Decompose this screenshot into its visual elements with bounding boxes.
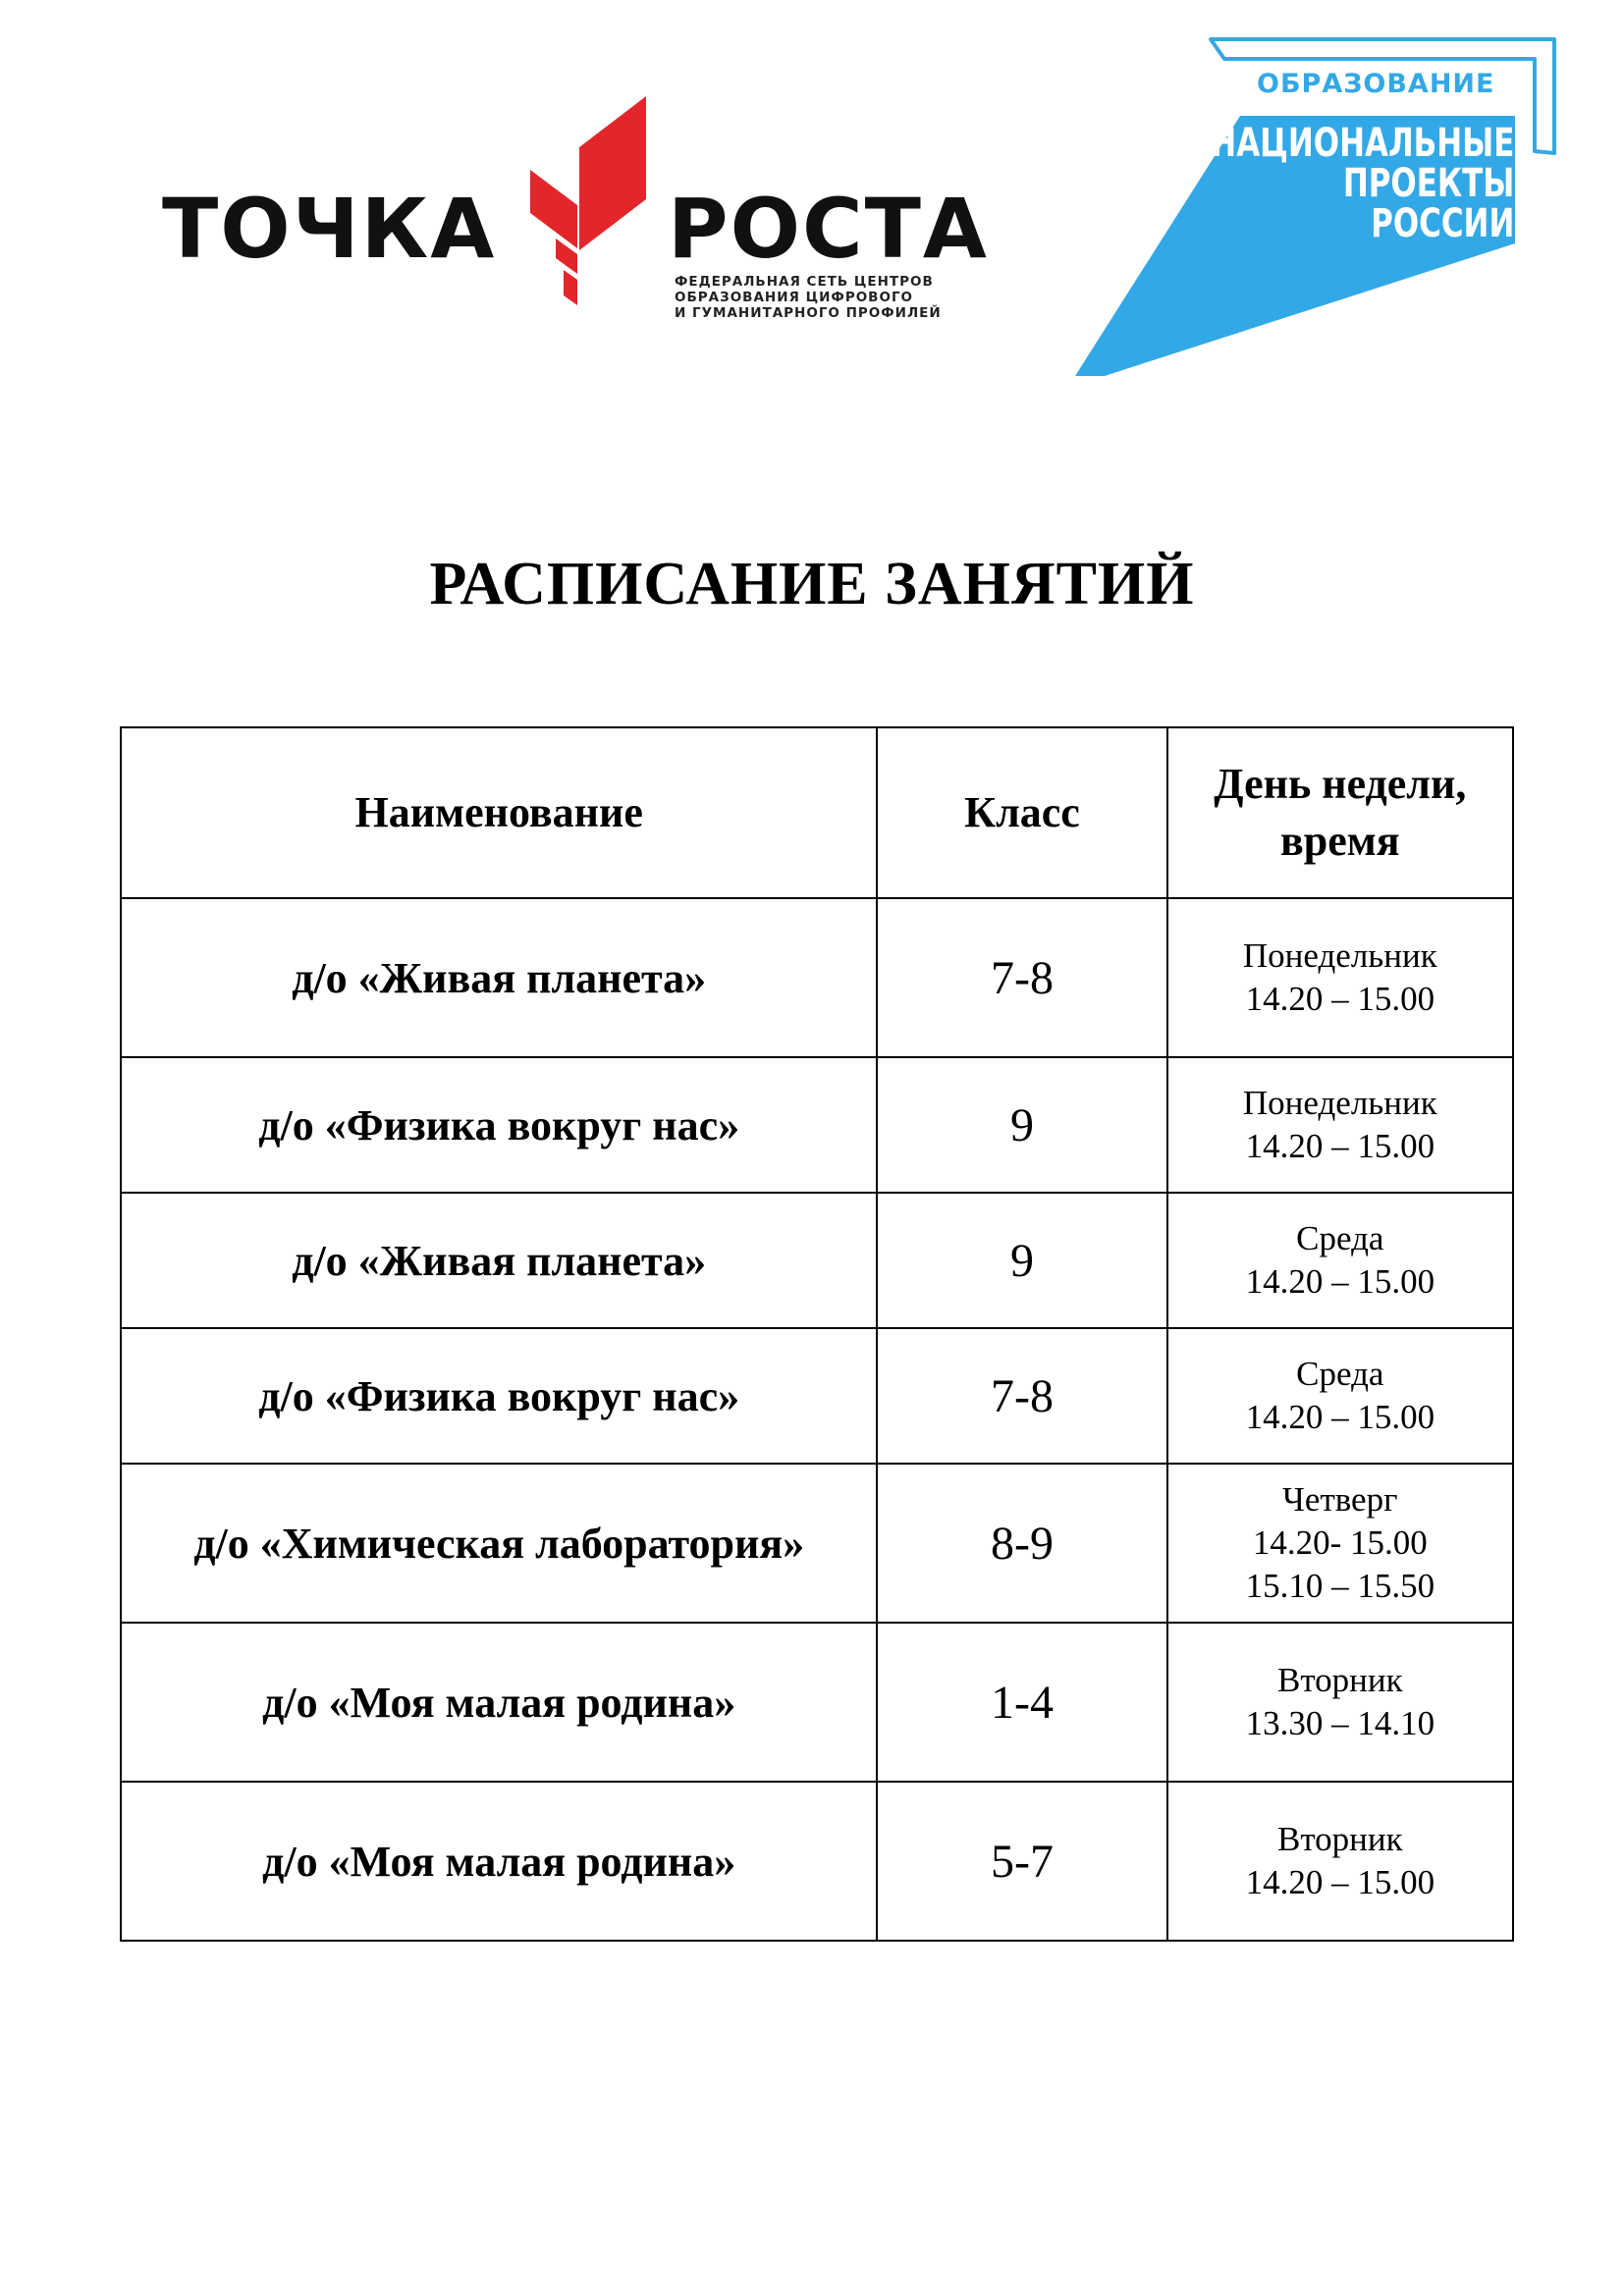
table-row: [121, 1623, 1513, 1782]
course-time-range: 13.30 – 14.10: [1245, 1704, 1435, 1742]
table-row: [121, 1057, 1513, 1193]
course-class: 8-9: [877, 1464, 1166, 1623]
course-time-range: 14.20 – 15.00: [1245, 1398, 1435, 1436]
tochka-rosta-mark-icon: [520, 93, 648, 309]
table-row: [121, 898, 1513, 1057]
course-time: [1167, 1623, 1513, 1782]
page-title: РАСПИСАНИЕ ЗАНЯТИЙ: [429, 551, 1195, 617]
course-time-range: 14.20 – 15.00: [1245, 1127, 1435, 1165]
table-row: [121, 1782, 1513, 1941]
header-time-line: День недели,: [1214, 760, 1467, 808]
course-day: Понедельник: [1242, 1084, 1437, 1122]
course-time: [1167, 1782, 1513, 1941]
course-class: 5-7: [877, 1782, 1166, 1941]
course-time: [1167, 1057, 1513, 1193]
course-name: д/о «Физика вокруг нас»: [121, 1057, 877, 1193]
header-class: Класс: [877, 727, 1166, 898]
table-row: [121, 1193, 1513, 1328]
course-day: Понедельник: [1242, 936, 1437, 975]
course-time-range: 14.20 – 15.00: [1245, 1863, 1435, 1901]
course-name: д/о «Моя малая родина»: [121, 1782, 877, 1941]
course-class: 9: [877, 1193, 1166, 1328]
course-time-range: 14.20- 15.00: [1252, 1523, 1428, 1562]
logo-subtitle-line: И ГУМАНИТАРНОГО ПРОФИЛЕЙ: [675, 305, 942, 321]
np-line: ПРОЕКТЫ: [1342, 161, 1514, 206]
header-name: Наименование: [121, 727, 877, 898]
logo-word-tochka: ТОЧКА: [162, 181, 497, 277]
table-row: [121, 1328, 1513, 1464]
course-time: [1167, 1193, 1513, 1328]
national-projects-logo: [1056, 37, 1561, 381]
np-top-label: ОБРАЗОВАНИЕ: [1257, 69, 1495, 99]
course-day: Среда: [1296, 1219, 1384, 1257]
course-name: д/о «Живая планета»: [121, 898, 877, 1057]
np-line: НАЦИОНАЛЬНЫЕ: [1210, 121, 1514, 166]
course-day: Вторник: [1276, 1661, 1403, 1699]
course-class: 9: [877, 1057, 1166, 1193]
course-name: д/о «Моя малая родина»: [121, 1623, 877, 1782]
course-class: 1-4: [877, 1623, 1166, 1782]
logo-subtitle-line: ОБРАЗОВАНИЯ ЦИФРОВОГО: [675, 290, 914, 305]
course-day: Вторник: [1276, 1820, 1403, 1858]
logo-subtitle-line: ФЕДЕРАЛЬНАЯ СЕТЬ ЦЕНТРОВ: [675, 274, 934, 290]
course-time: [1167, 1464, 1513, 1623]
table-header-row: [121, 727, 1513, 898]
course-name: д/о «Химическая лаборатория»: [121, 1464, 877, 1623]
course-time-range: 14.20 – 15.00: [1245, 980, 1435, 1018]
table-row: [121, 1464, 1513, 1623]
course-time: [1167, 898, 1513, 1057]
header-time: [1167, 727, 1513, 898]
course-name: д/о «Физика вокруг нас»: [121, 1328, 877, 1464]
tochka-rosta-logo: [162, 93, 997, 339]
schedule-table: [120, 726, 1514, 1942]
course-class: 7-8: [877, 898, 1166, 1057]
logo-word-rosta: РОСТА: [668, 181, 989, 277]
course-time-range: 14.20 – 15.00: [1245, 1262, 1435, 1301]
course-day: Четверг: [1282, 1480, 1398, 1519]
course-time: [1167, 1328, 1513, 1464]
header-time-line: время: [1280, 817, 1400, 865]
course-name: д/о «Живая планета»: [121, 1193, 877, 1328]
np-line: РОССИИ: [1370, 201, 1514, 246]
course-class: 7-8: [877, 1328, 1166, 1464]
course-time-range: 15.10 – 15.50: [1245, 1567, 1435, 1605]
logo-subtitle: [675, 274, 942, 321]
np-main-label: [1210, 121, 1514, 246]
course-day: Среда: [1296, 1355, 1384, 1393]
